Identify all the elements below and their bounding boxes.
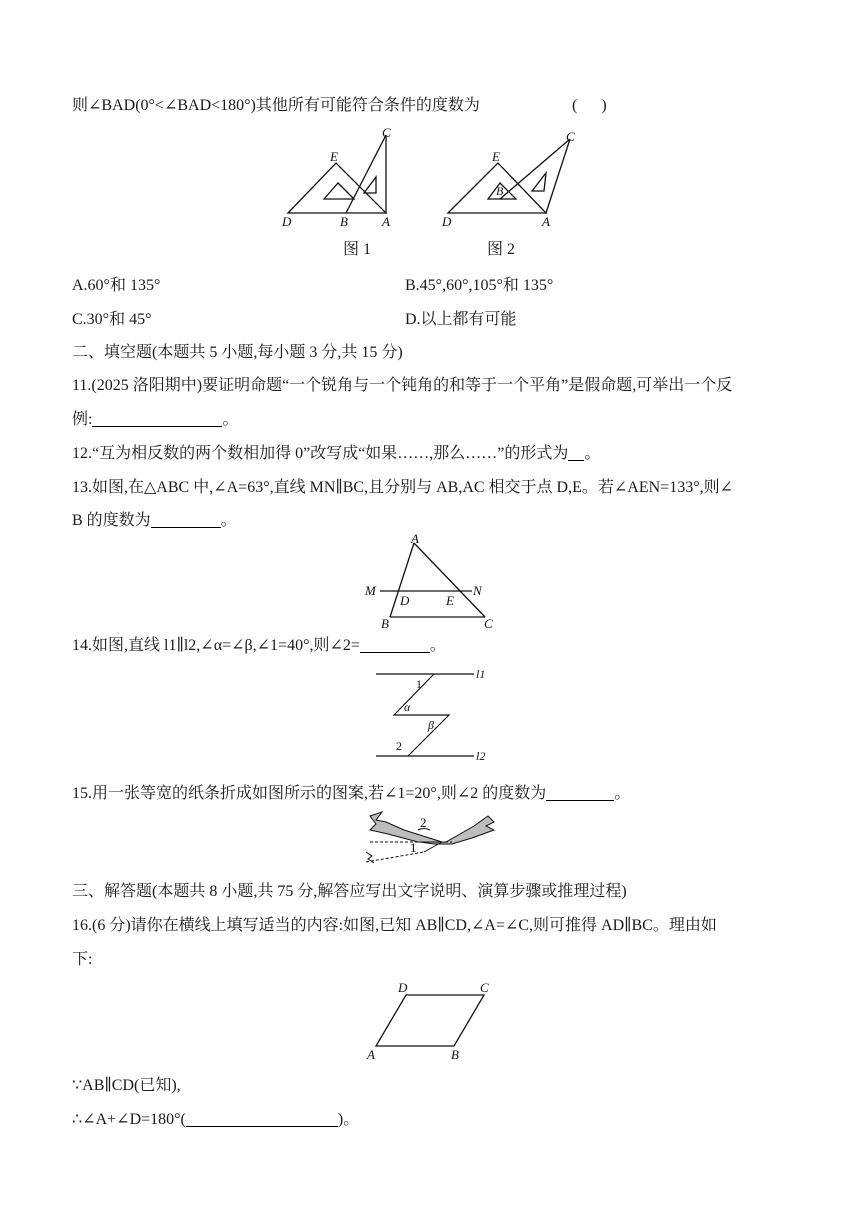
fig1-label-a: A	[382, 214, 390, 229]
q14-line	[72, 636, 446, 656]
q14-figure	[368, 663, 493, 765]
q14-label-alpha: α	[404, 700, 411, 714]
q12-line	[72, 444, 600, 464]
q15-label-2: 2	[420, 815, 427, 830]
q16-label-b: B	[451, 1047, 459, 1062]
q16-line2: 下:	[72, 951, 93, 968]
q16-label-c: C	[480, 980, 489, 995]
q15-line	[72, 784, 630, 804]
q11-line2-pre: 例:	[72, 411, 93, 428]
q11-line2-post: 。	[222, 411, 239, 428]
q10-figure-2	[438, 125, 588, 230]
q16-line1: 16.(6 分)请你在横线上填写适当的内容:如图,已知 AB∥CD,∠A=∠C,则可推得 AD∥BC。理由如	[72, 917, 717, 934]
q13-label-b: B	[381, 616, 389, 630]
q10-tail-text	[72, 96, 607, 116]
fig1-label-e: E	[330, 149, 338, 164]
q14-label-l2: l2	[476, 749, 486, 763]
q16-step2-pre: ∴∠A+∠D=180°(	[72, 1111, 186, 1128]
q14-label-beta: β	[428, 718, 434, 732]
q15-pre: 15.用一张等宽的纸条折成如图所示的图案,若∠1=20°,则∠2 的度数为	[72, 785, 547, 802]
q16-step2	[72, 1110, 359, 1130]
q11-line1: 11.(2025 洛阳期中)要证明命题“一个锐角与一个钝角的和等于一个平角”是假命题,可举出一个反	[72, 377, 733, 394]
q10-option-b: B.45°,60°,105°和 135°	[405, 277, 554, 294]
fig2-caption: 图 2	[487, 241, 516, 258]
q16-step2-post: )。	[337, 1111, 360, 1128]
q15-post: 。	[614, 785, 631, 802]
q15-answer-blank[interactable]	[546, 784, 614, 801]
q13-line2	[72, 511, 237, 531]
fig1-label-b: B	[340, 214, 348, 229]
q13-label-e: E	[446, 593, 454, 608]
q14-pre: 14.如图,直线 l1∥l2,∠α=∠β,∠1=40°,则∠2=	[72, 637, 360, 654]
q16-step1: ∵AB∥CD(已知),	[72, 1077, 181, 1094]
section-2-heading: 二、填空题(本题共 5 小题,每小题 3 分,共 15 分)	[72, 344, 403, 361]
q14-label-2: 2	[396, 739, 402, 753]
fig2-label-a: A	[542, 214, 550, 229]
q13-answer-blank[interactable]	[151, 511, 221, 528]
q13-line2-pre: B 的度数为	[72, 512, 151, 529]
fig2-label-d: D	[442, 214, 452, 229]
q14-post: 。	[429, 637, 446, 654]
q14-answer-blank[interactable]	[360, 636, 430, 653]
fig2-label-c: C	[566, 129, 575, 144]
q15-figure	[356, 808, 506, 873]
fig1-caption: 图 1	[343, 241, 372, 258]
section-3-heading: 三、解答题(本题共 8 小题,共 75 分,解答应写出文字说明、演算步骤或推理过程)	[72, 883, 627, 900]
q13-label-c: C	[484, 616, 493, 630]
q13-line2-post: 。	[220, 512, 237, 529]
q15-label-1: 1	[410, 840, 417, 855]
q16-label-d: D	[398, 980, 408, 995]
q13-label-d: D	[400, 593, 410, 608]
q14-label-l1: l1	[476, 667, 486, 681]
q16-reason-blank[interactable]	[186, 1110, 338, 1127]
q13-label-a: A	[411, 533, 419, 546]
q16-label-a: A	[367, 1047, 375, 1062]
q13-figure	[360, 533, 510, 630]
fig2-label-b: B	[496, 184, 504, 198]
q13-line1: 13.如图,在△ABC 中,∠A=63°,直线 MN∥BC,且分别与 AB,AC 相交于点 D,E。若∠AEN=133°,则∠	[72, 479, 734, 496]
q13-label-n: N	[473, 583, 482, 598]
q12-answer-blank[interactable]	[568, 444, 584, 461]
fig1-label-c: C	[382, 125, 391, 140]
q10-tail: 则∠BAD(0°<∠BAD<180°)其他所有可能符合条件的度数为	[72, 97, 480, 114]
q11-answer-blank[interactable]	[92, 410, 222, 427]
q10-answer-paren: ( )	[572, 97, 607, 114]
q16-figure	[362, 980, 497, 1062]
fig2-label-e: E	[492, 149, 500, 164]
q12-pre: 12.“互为相反数的两个数相加得 0”改写成“如果……,那么……”的形式为	[72, 445, 569, 462]
q10-option-d: D.以上都有可能	[405, 311, 517, 328]
q10-option-a: A.60°和 135°	[72, 277, 161, 294]
q12-post: 。	[584, 445, 601, 462]
q10-option-c: C.30°和 45°	[72, 311, 152, 328]
q13-label-m: M	[365, 583, 376, 598]
q11-line2	[72, 410, 238, 430]
fig1-label-d: D	[282, 214, 292, 229]
q10-figure-1	[278, 125, 408, 230]
q14-label-1: 1	[416, 677, 422, 691]
